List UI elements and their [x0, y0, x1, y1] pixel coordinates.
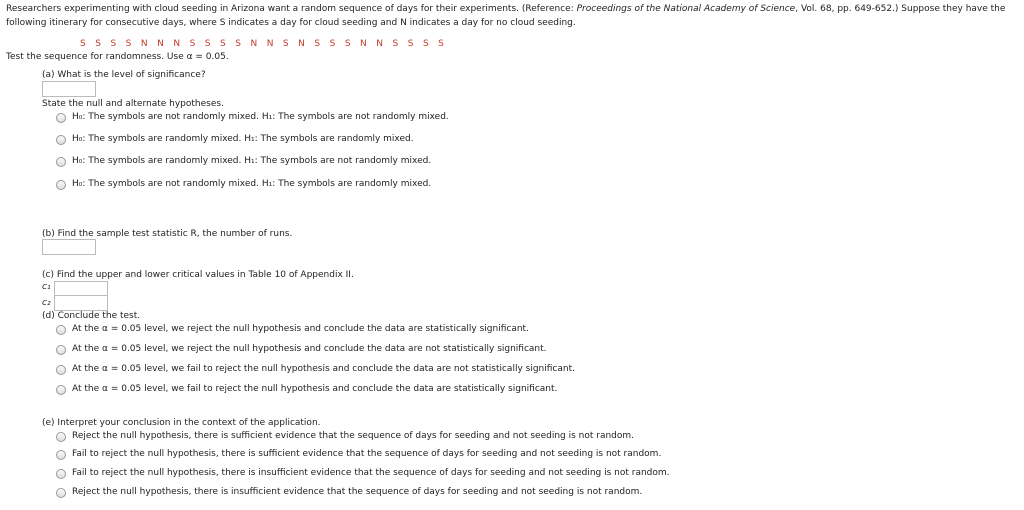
sequence-letter: N — [360, 39, 368, 49]
intro-line-2: following itinerary for consecutive days, where S indicates a day for cloud seeding and N indicates a day for no cloud seeding. — [6, 18, 576, 28]
conclude-option-1-radio[interactable] — [56, 325, 66, 335]
conclude-option-1-label: At the α = 0.05 level, we reject the null hypothesis and conclude the data are statistically significant. — [72, 324, 529, 334]
sequence-letter: S — [235, 39, 242, 49]
part-c-question: (c) Find the upper and lower critical values in Table 10 of Appendix II. — [42, 270, 354, 280]
interpret-option-1-radio[interactable] — [56, 432, 66, 442]
sequence-letter: N — [266, 39, 274, 49]
hypotheses-prompt: State the null and alternate hypotheses. — [42, 99, 224, 109]
conclude-option-4-radio[interactable] — [56, 385, 66, 395]
sequence-letter: S — [125, 39, 132, 49]
test-instruction: Test the sequence for randomness. Use α = 0.05. — [6, 52, 229, 62]
interpret-option-2-label: Fail to reject the null hypothesis, there is sufficient evidence that the sequence of days for seeding and not seeding is not random. — [72, 449, 662, 459]
conclude-option-2-label: At the α = 0.05 level, we reject the null hypothesis and conclude the data are not statistically significant. — [72, 344, 547, 354]
part-e-question: (e) Interpret your conclusion in the context of the application. — [42, 418, 321, 428]
sequence-letter: N — [157, 39, 165, 49]
part-b-question: (b) Find the sample test statistic R, the number of runs. — [42, 229, 293, 239]
conclude-option-3-radio[interactable] — [56, 365, 66, 375]
conclude-option-3-label: At the α = 0.05 level, we fail to reject the null hypothesis and conclude the data are not statistically significant. — [72, 364, 575, 374]
intro-line-1 — [6, 4, 1005, 14]
runs-input[interactable] — [42, 239, 96, 255]
sequence-letter: S — [407, 39, 414, 49]
hyp-option-2-label: H₀: The symbols are randomly mixed. H₁: The symbols are randomly mixed. — [72, 134, 414, 144]
intro-reference: Proceedings of the National Academy of Science — [576, 4, 796, 14]
interpret-option-2-radio[interactable] — [56, 450, 66, 460]
sequence-letter: S — [189, 39, 196, 49]
interpret-option-3-label: Fail to reject the null hypothesis, there is insufficient evidence that the sequence of days for seeding and not seeding is not random. — [72, 468, 670, 478]
sequence-letter: S — [204, 39, 212, 49]
sequence-letter: S — [282, 39, 290, 49]
sequence-letter: N — [140, 39, 149, 49]
interpret-option-3-radio[interactable] — [56, 469, 66, 479]
interpret-option-4-radio[interactable] — [56, 488, 66, 498]
hyp-option-1-radio[interactable] — [56, 113, 66, 123]
sequence-letter: S — [110, 39, 117, 49]
sequence-letter: S — [314, 39, 321, 49]
interpret-option-1-label: Reject the null hypothesis, there is sufficient evidence that the sequence of days for seeding and not seeding is not random. — [72, 431, 635, 441]
intro-text-b: , Vol. 68, pp. 649-652.) Suppose they have the — [795, 4, 1006, 14]
sequence-letter: N — [298, 39, 306, 49]
sequence-letter: S — [95, 39, 102, 49]
hyp-option-3-label: H₀: The symbols are randomly mixed. H₁: The symbols are not randomly mixed. — [72, 156, 432, 166]
hyp-option-3-radio[interactable] — [56, 157, 66, 167]
sequence-letter: N — [250, 39, 258, 49]
conclude-option-4-label: At the α = 0.05 level, we fail to reject the null hypothesis and conclude the data are statistically significant. — [72, 384, 558, 394]
part-a-question: (a) What is the level of significance? — [42, 70, 206, 80]
c2-label: c₂ — [42, 298, 51, 308]
hyp-option-2-radio[interactable] — [56, 135, 66, 145]
hyp-option-4-label: H₀: The symbols are not randomly mixed. H₁: The symbols are randomly mixed. — [72, 179, 432, 189]
hyp-option-4-radio[interactable] — [56, 180, 66, 190]
sequence-letter: S — [220, 39, 227, 49]
sequence — [80, 39, 453, 49]
sequence-letter: S — [344, 39, 352, 49]
sequence-letter: N — [376, 39, 384, 49]
intro-text-a: Researchers experimenting with cloud seeding in Arizona want a random sequence of days for their experiments. (Reference: — [6, 4, 577, 14]
sequence-letter: S — [80, 39, 87, 49]
c1-label: c₁ — [42, 282, 51, 292]
hyp-option-1-label: H₀: The symbols are not randomly mixed. H₁: The symbols are not randomly mixed. — [72, 112, 449, 122]
sequence-letter: S — [392, 39, 399, 49]
part-d-question: (d) Conclude the test. — [42, 311, 141, 321]
significance-input[interactable] — [42, 81, 96, 97]
sequence-letter: S — [329, 39, 336, 49]
interpret-option-4-label: Reject the null hypothesis, there is insufficient evidence that the sequence of days for seeding and not seeding is not random. — [72, 487, 643, 497]
conclude-option-2-radio[interactable] — [56, 345, 66, 355]
sequence-letter: S — [422, 39, 430, 49]
c2-input[interactable] — [54, 295, 108, 311]
sequence-letter: S — [438, 39, 445, 49]
sequence-letter: N — [173, 39, 181, 49]
